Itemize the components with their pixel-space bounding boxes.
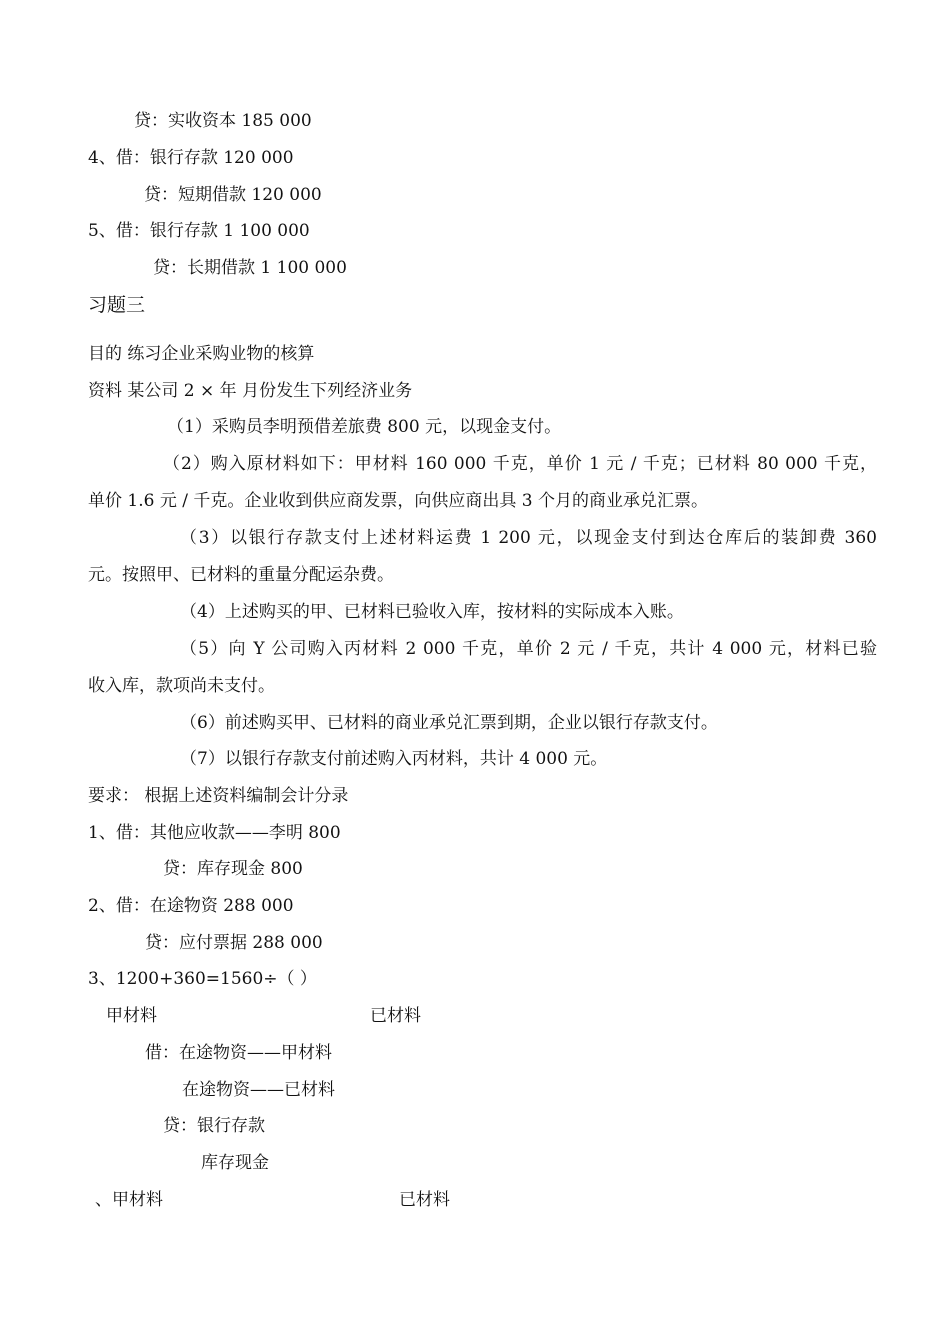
material-line: 资料 某公司 2 × 年 月份发生下列经济业务	[88, 381, 413, 401]
label-material-jia: 甲材料	[106, 1006, 157, 1026]
item-3-cont: 元。按照甲、已材料的重量分配运杂费。	[88, 565, 394, 585]
requirement-line: 要求： 根据上述资料编制会计分录	[88, 786, 349, 806]
purpose-line: 目的 练习企业采购业物的核算	[88, 344, 315, 364]
entry-3-debit-2: 在途物资——已材料	[182, 1080, 335, 1100]
entry-credit-paid-in-capital: 贷：实收资本 185 000	[134, 111, 312, 131]
item-5-cont: 收入库，款项尚未支付。	[88, 676, 275, 696]
entry-4-credit: 贷：短期借款 120 000	[144, 185, 322, 205]
label-material-yi-2: 已材料	[399, 1190, 450, 1210]
item-2: （2）购入原材料如下：甲材料 160 000 千克，单价 1 元 / 千克；已材料 80 000 千克，	[163, 454, 877, 474]
entry-3-debit-1: 借：在途物资——甲材料	[145, 1043, 332, 1063]
label-material-jia-2: 、甲材料	[95, 1190, 163, 1210]
entry-1-credit: 贷：库存现金 800	[163, 859, 303, 879]
section-heading: 习题三	[88, 294, 146, 316]
entry-3-credit-1: 贷：银行存款	[163, 1116, 265, 1136]
item-7: （7）以银行存款支付前述购入丙材料，共计 4 000 元。	[180, 749, 608, 769]
entry-2-credit: 贷：应付票据 288 000	[145, 933, 323, 953]
item-3: （3）以银行存款支付上述材料运费 1 200 元，以现金支付到达仓库后的装卸费 360	[180, 528, 877, 548]
entry-3-credit-2: 库存现金	[201, 1153, 269, 1173]
entry-5-credit: 贷：长期借款 1 100 000	[153, 258, 347, 278]
entry-1-debit: 1、借：其他应收款——李明 800	[88, 823, 341, 843]
entry-4-debit: 4、借：银行存款 120 000	[88, 148, 294, 168]
entry-2-debit: 2、借：在途物资 288 000	[88, 896, 294, 916]
item-4: （4）上述购买的甲、已材料已验收入库，按材料的实际成本入账。	[180, 602, 684, 622]
item-1: （1）采购员李明预借差旅费 800 元，以现金支付。	[167, 417, 562, 437]
item-2-cont: 单价 1.6 元 / 千克。企业收到供应商发票，向供应商出具 3 个月的商业承兑汇票。	[88, 491, 709, 511]
label-material-yi: 已材料	[370, 1006, 421, 1026]
item-6: （6）前述购买甲、已材料的商业承兑汇票到期，企业以银行存款支付。	[180, 713, 718, 733]
entry-5-debit: 5、借：银行存款 1 100 000	[88, 221, 310, 241]
item-5: （5）向 Y 公司购入丙材料 2 000 千克，单价 2 元 / 千克，共计 4 000 元，材料已验	[180, 639, 877, 659]
entry-3-formula: 3、1200+360=1560÷（ ）	[88, 969, 317, 989]
